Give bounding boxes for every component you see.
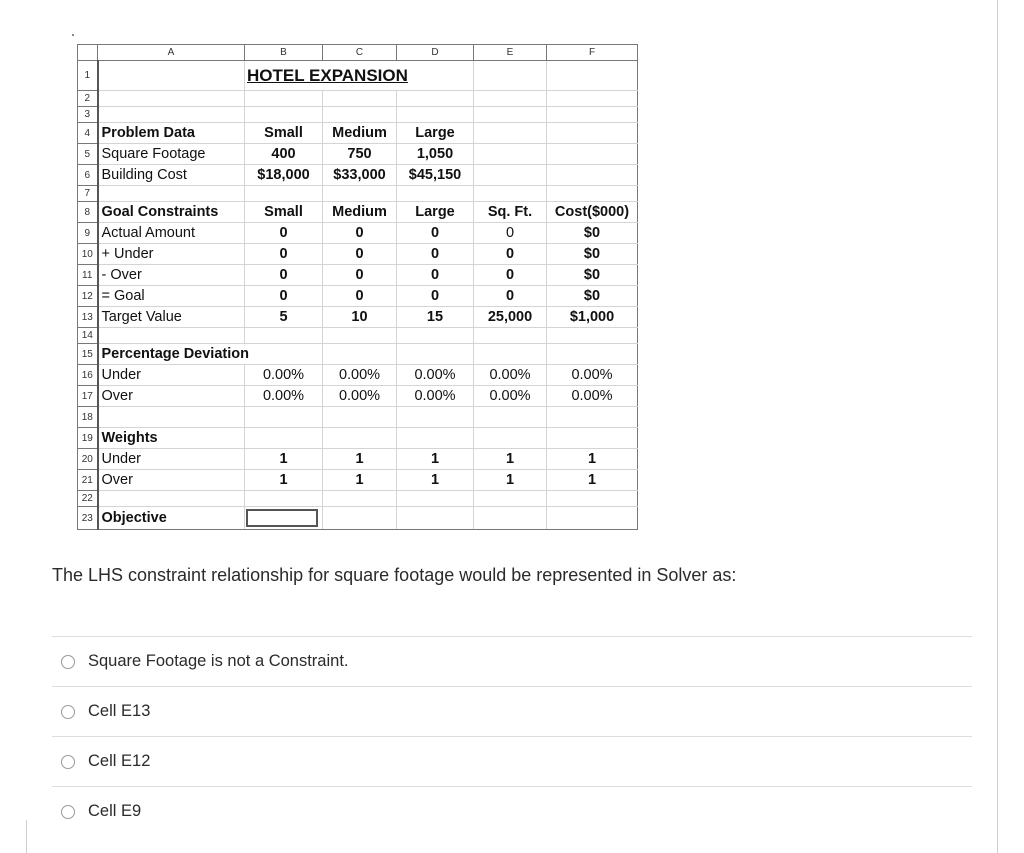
row-label: Actual Amount: [98, 223, 245, 244]
cell-b5: 400: [245, 144, 323, 165]
cell-d11: 0: [397, 265, 474, 286]
answer-option-2[interactable]: [52, 686, 972, 736]
row-number: 20: [78, 449, 98, 470]
cell-b23: [245, 507, 323, 530]
cell-f11: $0: [547, 265, 638, 286]
cell-d20: 1: [397, 449, 474, 470]
row-number: 22: [78, 491, 98, 507]
cell-e12: 0: [474, 286, 547, 307]
cell-d6: $45,150: [397, 165, 474, 186]
row-label: + Under: [98, 244, 245, 265]
answer-option-4[interactable]: [52, 786, 972, 836]
row-label: = Goal: [98, 286, 245, 307]
cell-b16: 0.00%: [245, 365, 323, 386]
cell-b8: Small: [245, 202, 323, 223]
cell-f8: Cost($000): [547, 202, 638, 223]
cell-d12: 0: [397, 286, 474, 307]
cell-c20: 1: [323, 449, 397, 470]
answer-option-label: Cell E9: [88, 802, 142, 820]
cell-c11: 0: [323, 265, 397, 286]
col-header-d: D: [397, 45, 474, 61]
row-label: Problem Data: [98, 123, 245, 144]
row-number: 16: [78, 365, 98, 386]
row-number: 15: [78, 344, 98, 365]
cell-f13: $1,000: [547, 307, 638, 328]
row-label: Objective: [98, 507, 245, 530]
row-label: Under: [98, 365, 245, 386]
col-header-c: C: [323, 45, 397, 61]
row-number: 9: [78, 223, 98, 244]
row-label: Building Cost: [98, 165, 245, 186]
cell-f17: 0.00%: [547, 386, 638, 407]
cell-f20: 1: [547, 449, 638, 470]
row-number: 23: [78, 507, 98, 530]
row-number: 17: [78, 386, 98, 407]
cell: [547, 61, 638, 91]
radio-button[interactable]: [61, 655, 75, 669]
cell-e21: 1: [474, 470, 547, 491]
row-number: 4: [78, 123, 98, 144]
cell-b10: 0: [245, 244, 323, 265]
cell-c5: 750: [323, 144, 397, 165]
row-label: Goal Constraints: [98, 202, 245, 223]
row-number: 6: [78, 165, 98, 186]
row-label: Over: [98, 386, 245, 407]
answer-option-label: Cell E13: [88, 702, 151, 720]
cell-b6: $18,000: [245, 165, 323, 186]
page-border-right: [997, 0, 998, 853]
cell-d9: 0: [397, 223, 474, 244]
spreadsheet-image: [77, 44, 638, 530]
cell-c16: 0.00%: [323, 365, 397, 386]
row-number: 8: [78, 202, 98, 223]
cell-c10: 0: [323, 244, 397, 265]
cell-d8: Large: [397, 202, 474, 223]
answer-option-3[interactable]: [52, 736, 972, 786]
row-number: 7: [78, 186, 98, 202]
cell-c13: 10: [323, 307, 397, 328]
radio-button[interactable]: [61, 755, 75, 769]
row-number: 12: [78, 286, 98, 307]
cell-e10: 0: [474, 244, 547, 265]
cell-d16: 0.00%: [397, 365, 474, 386]
cell-c21: 1: [323, 470, 397, 491]
cell-c17: 0.00%: [323, 386, 397, 407]
col-header-f: F: [547, 45, 638, 61]
col-header-b: B: [245, 45, 323, 61]
row-number: 11: [78, 265, 98, 286]
row-label: Square Footage: [98, 144, 245, 165]
cell: [474, 61, 547, 91]
row-label: Percentage Deviation: [98, 344, 323, 365]
cell-e8: Sq. Ft.: [474, 202, 547, 223]
cell-e17: 0.00%: [474, 386, 547, 407]
sheet-title: [245, 61, 474, 91]
cell-b9: 0: [245, 223, 323, 244]
cell-f10: $0: [547, 244, 638, 265]
cell-d4: Large: [397, 123, 474, 144]
row-number: 13: [78, 307, 98, 328]
row-label: - Over: [98, 265, 245, 286]
cell-d5: 1,050: [397, 144, 474, 165]
answer-options: [52, 636, 972, 836]
cell-d10: 0: [397, 244, 474, 265]
corner-cell: [78, 45, 98, 61]
objective-cell-box: [246, 509, 318, 527]
cell-b13: 5: [245, 307, 323, 328]
col-header-a: A: [98, 45, 245, 61]
answer-option-label: Square Footage is not a Constraint.: [88, 652, 349, 670]
cell-c8: Medium: [323, 202, 397, 223]
radio-button[interactable]: [61, 805, 75, 819]
row-number: 2: [78, 91, 98, 107]
page-border-left: [26, 820, 27, 853]
cell-f21: 1: [547, 470, 638, 491]
answer-option-1[interactable]: [52, 636, 972, 686]
row-number: 10: [78, 244, 98, 265]
cell-f16: 0.00%: [547, 365, 638, 386]
decorative-dot: [72, 34, 74, 36]
cell-e16: 0.00%: [474, 365, 547, 386]
cell-f12: $0: [547, 286, 638, 307]
row-number: 5: [78, 144, 98, 165]
col-header-e: E: [474, 45, 547, 61]
cell-e13: 25,000: [474, 307, 547, 328]
cell-d21: 1: [397, 470, 474, 491]
cell-e20: 1: [474, 449, 547, 470]
row-label: Weights: [98, 428, 245, 449]
row-label: Under: [98, 449, 245, 470]
cell-c9: 0: [323, 223, 397, 244]
row-number: 14: [78, 328, 98, 344]
cell-e9: 0: [474, 223, 547, 244]
answer-option-label: Cell E12: [88, 752, 151, 770]
radio-button[interactable]: [61, 705, 75, 719]
cell-b12: 0: [245, 286, 323, 307]
row-number: 1: [78, 61, 98, 91]
sheet-title-text: HOTEL EXPANSION: [247, 66, 408, 85]
cell-d13: 15: [397, 307, 474, 328]
row-label: Over: [98, 470, 245, 491]
cell-c12: 0: [323, 286, 397, 307]
cell-b20: 1: [245, 449, 323, 470]
cell-e11: 0: [474, 265, 547, 286]
row-label: Target Value: [98, 307, 245, 328]
cell-f9: $0: [547, 223, 638, 244]
row-number: 21: [78, 470, 98, 491]
row-number: 3: [78, 107, 98, 123]
cell-b11: 0: [245, 265, 323, 286]
cell-b17: 0.00%: [245, 386, 323, 407]
cell-b4: Small: [245, 123, 323, 144]
row-number: 18: [78, 407, 98, 428]
cell: [98, 61, 245, 91]
question-text: The LHS constraint relationship for square footage would be represented in Solver as:: [52, 565, 737, 585]
cell-d17: 0.00%: [397, 386, 474, 407]
row-number: 19: [78, 428, 98, 449]
cell-c6: $33,000: [323, 165, 397, 186]
cell-b21: 1: [245, 470, 323, 491]
cell-c4: Medium: [323, 123, 397, 144]
